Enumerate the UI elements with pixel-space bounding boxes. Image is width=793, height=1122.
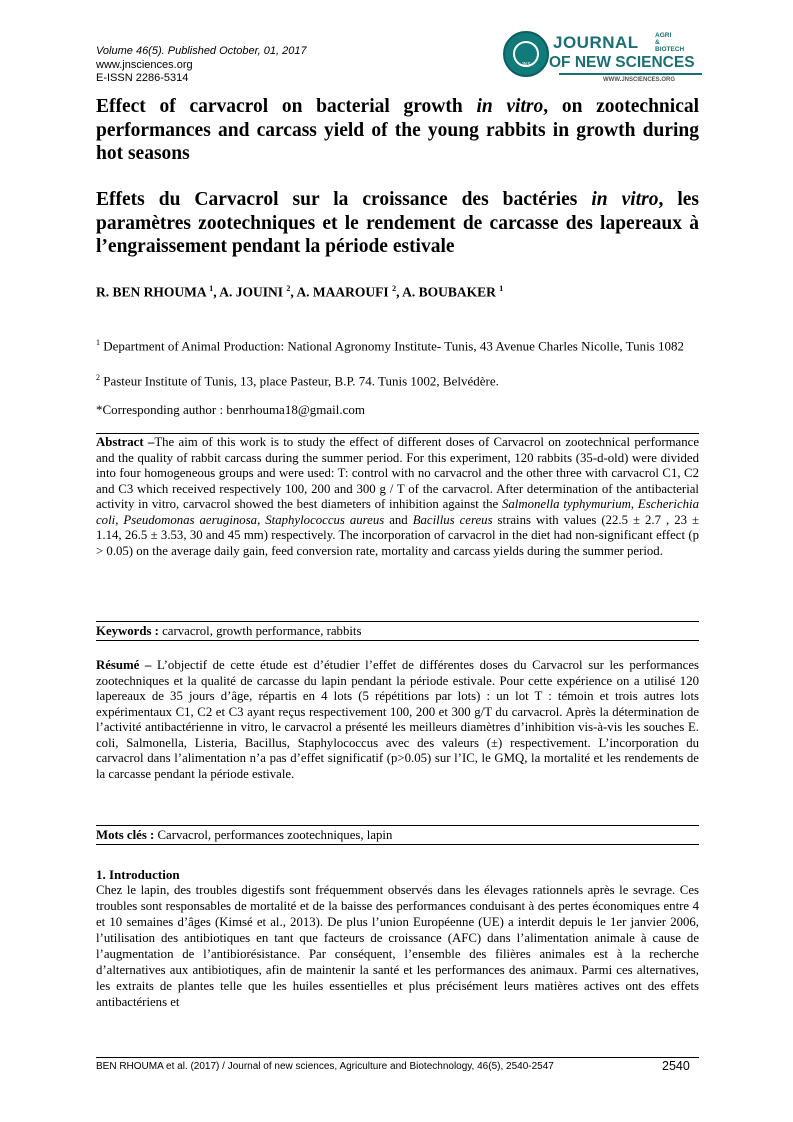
author-name: A. JOUINI (219, 284, 284, 300)
keywords-label: Keywords : (96, 624, 159, 638)
author-affiliation-mark: 2 (286, 284, 291, 293)
journal-seal-icon (503, 31, 549, 77)
volume-line: Volume 46(5). Published October, 01, 2017 (96, 45, 307, 57)
mots-cles-label: Mots clés : (96, 828, 155, 842)
author-affiliation-mark: 1 (209, 284, 214, 293)
title-french: Effets du Carvacrol sur la croissance des bactéries in vitro, les paramètres zootechniques et le rendement de carcasse des lapereaux à l’engraissement pendant la période estivale (96, 189, 699, 257)
logo-agri-biotech: AGRI & BIOTECH (655, 32, 685, 53)
journal-logo (503, 31, 703, 89)
title-english: Effect of carvacrol on bacterial growth in vitro, on zootechnical performances and carcass yield of the young rabbits in growth during hot seasons (96, 96, 700, 164)
seal-text: JNS (521, 62, 531, 68)
keywords-bottom-rule (96, 640, 699, 641)
logo-new-sciences: OF NEW SCIENCES (549, 54, 695, 71)
author-name: A. MAAROUFI (296, 284, 389, 300)
author-list: R. BEN RHOUMA $^1$, A. JOUINI $^2$, A. MAAROUFI $^2$, A. BOUBAKER $^1$ (96, 284, 504, 300)
logo-divider (559, 73, 702, 75)
footer-rule (96, 1057, 699, 1058)
resume-paragraph: Résumé – L’objectif de cette étude est d’étudier l’effet de différentes doses du Carvacrol sur les performances zootechniques et la qualité de carcasse du lapin pendant la période estivale. Pour cette expérience on a utilisé 120 lapereaux de 35 jours d’âge, répartis en 4 lots (5 répétitions par lots) : un lot T : témoin et trois autres lots expérimentaux C1, C2 et C3 ayant reçus respectivement 100, 200 et 300 g/T du carvacrol. Après la détermination de l’activité antibactérienne in vitro, le carvacrol a présenté les meilleurs diamètres d’inhibition vis-à-vis les souches E. coli, Salmonella, Listeria, Bacillus, Staphylococcus avec des valeurs (±) respectivement. L’incorporation du carvacrol dans l’alimentation n’a pas d’effet significatif (p>0.05) sur l’IC, le GMQ, la mortalité et les rendements de la carcasse pendant la période estivale. (96, 658, 699, 781)
mots-cles-line: Mots clés : Carvacrol, performances zootechniques, lapin (96, 828, 393, 842)
abstract-paragraph: Abstract –The aim of this work is to study the effect of different doses of Carvacrol on zootechnical performance and the quality of rabbit carcass during the summer period. For this experiment, 120 rabbits (35-d-old) were divided into four homogeneous groups and were used: T: control with no carvacrol and the other three with carvacrol C1, C2 and C3 which received respectively 100, 200 and 300 g / T of the carvacrol. After determination of the antibacterial activity in vitro, carvacrol showed the best diameters of inhibition against the Salmonella typhymurium, Escherichia coli, Pseudomonas aeruginosa, Staphylococcus aureus and Bacillus cereus strains with values (22.5 ± 2.7 , 23 ± 1.14, 26.5 ± 3.53, 30 and 45 mm) respectively. The incorporation of carvacrol in the diet had non-significant effect (p > 0.05) on the average daily gain, feed conversion rate, mortality and carcass yields during the summer period. (96, 435, 700, 558)
logo-journal-word: JOURNAL (553, 33, 639, 52)
keywords-line: Keywords : carvacrol, growth performance, rabbits (96, 624, 362, 638)
footer-citation: BEN RHOUMA et al. (2017) / Journal of new sciences, Agriculture and Biotechnology, 46(5), 2540-2547 (96, 1061, 554, 1072)
page-number: 2540 (662, 1059, 690, 1073)
abstract-label: Abstract – (96, 435, 155, 449)
introduction-paragraph: Chez le lapin, des troubles digestifs sont fréquemment observés dans les élevages rationnels après le sevrage. Ces troubles sont responsables de mortalité et de la baisse des performances conduisant à des pertes économiques entre 4 et 10 semaines d’âges (Kimsé et al., 2013). De plus l’union Européenne (UE) a interdit depuis le 1er janvier 2006, l’utilisation des antibiotiques en tant que facteurs de croissance (AFC) dans l’alimentation animale à cause de l’augmentation de l’antibiorésistance. Par conséquent, l’ensemble des filières animales est à la recherche d’alternatives aux antibiotiques, afin de maintenir la santé et les performances des animaux. Parmi ces alternatives, les extraits de plantes telle que les huiles essentielles et plus précisément leurs matières actives ont des effets antibactériens et (96, 883, 699, 1009)
mots-cles-bottom-rule (96, 844, 699, 845)
issn-line: E-ISSN 2286-5314 (96, 72, 189, 84)
corresponding-author: *Corresponding author : benrhouma18@gmail.com (96, 402, 366, 417)
author-affiliation-mark: 2 (392, 284, 397, 293)
keywords-top-rule (96, 621, 699, 622)
affiliation-2: $^2$ Pasteur Institute of Tunis, 13, place Pasteur, B.P. 74. Tunis 1002, Belvédère. (96, 373, 499, 389)
resume-label: Résumé – (96, 658, 152, 672)
logo-url: WWW.JNSCIENCES.ORG (603, 77, 676, 83)
author-affiliation-mark: 1 (499, 284, 504, 293)
introduction-heading: 1. Introduction (96, 867, 180, 882)
journal-header-meta (96, 45, 307, 86)
abstract-top-rule (96, 433, 699, 434)
author-name: A. BOUBAKER (402, 284, 496, 300)
affiliation-1: $^1$ Department of Animal Production: National Agronomy Institute- Tunis, 43 Avenue Charles Nicolle, Tunis 1082 (96, 338, 685, 354)
website-line[interactable]: www.jnsciences.org (96, 58, 193, 71)
author-name: R. BEN RHOUMA (96, 284, 206, 300)
mots-cles-top-rule (96, 825, 699, 826)
